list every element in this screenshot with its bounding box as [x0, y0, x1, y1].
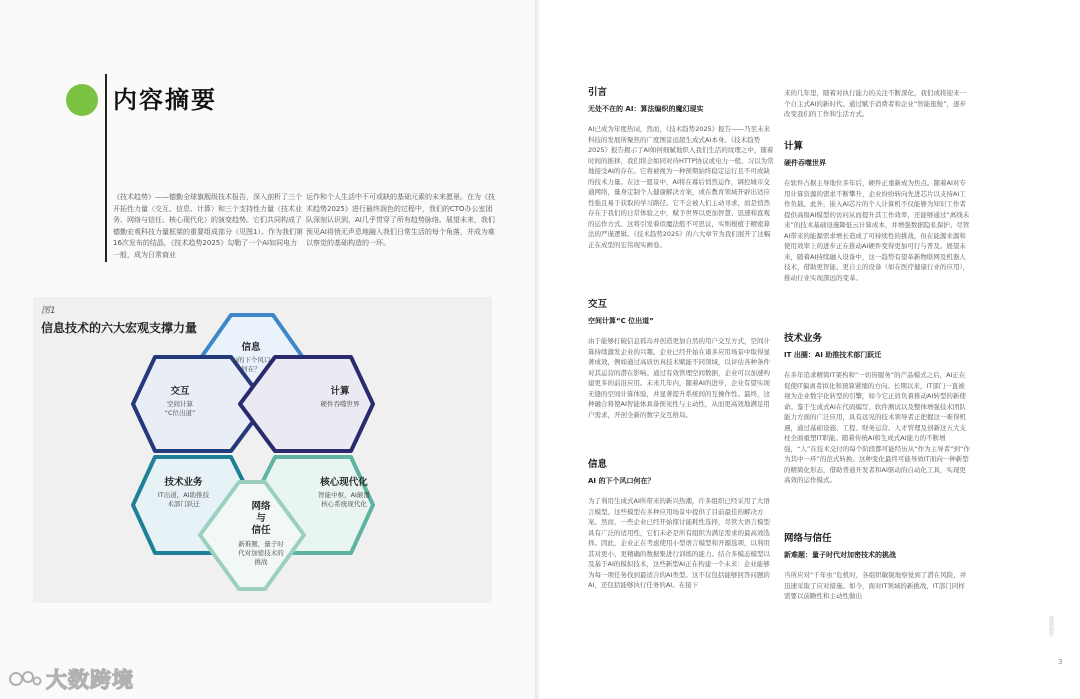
hex-title: 计算 [330, 386, 350, 397]
section-heading: 信息 [588, 459, 608, 470]
section-body: 由于能够打破信息孤岛并创造更加自然的用户交互方式，空间计算持续激发企业的兴趣。企业已经开始在诸多应用场景中取得显著成效，例如通过高质仿真技术赋能不同领域，以评估各种条件对其运营的潜在影响。通过有效管理空间数据，企业可以加速构建更多的前沿应用。未来几年内，随着AI的进步，企业有望实现无缝的空间计算体验，并显著提升系统间的互操作性。最终，这种融合将使AI智能体具备预见性与主动性，从而更高效地满足用户需求，开创全新的数字交互格局。 [588, 337, 770, 419]
section-subheading: 空间计算“C 位出道” [588, 317, 654, 325]
watermark [8, 664, 134, 694]
summary-column-2: 运作和个人生活中不可或缺的基础元素的未来愿景。在为《技术趋势2025》进行最终润色的过程中，我们的CTO办公室团队深刻认识到，AI几乎贯穿了所有趋势脉络。展望未来，我们预见AI将悄无声息地融入我们日常生活的每个角落，并成为难以察觉的基础构造的一环。 [306, 193, 495, 247]
green-circle-icon [66, 84, 98, 116]
hex-title: 交互 [170, 386, 190, 397]
hex-interaction [136, 383, 224, 418]
page-number: 3 [1058, 658, 1063, 666]
section-heading: 技术业务 [784, 333, 823, 344]
hex-desc: 智能中枢，AI颠覆 核心系统现代化 [318, 491, 370, 508]
section-body: 当所应对“千年虫”危机时，各组织敏锐地察觉到了潜在风险，并迅速采取了应对措施。如今，面对IT领域的新挑战，IT部门同样需要以前瞻性和主动性做出 [784, 571, 967, 600]
section-subheading: IT 出圈：AI 助推技术部门跃迁 [784, 351, 882, 359]
hex-desc: 新难题，量子时 代对加密技术的 挑战 [238, 540, 284, 566]
hex-desc: 硬件吞噬世界 [320, 400, 360, 408]
section-body: 在软件占据主导地位多年后，硬件正重新成为焦点。随着AI对专用计算资源的需求不断攀升，企业纷纷转向先进芯片以支持AI工作负载。此外，嵌入AI芯片的个人计算机不仅能够为知识工作者提供高级AI模型的访问从而提升其工作效率，还能够通过“离线未来”的技术基础设施降低云计算成本，并增强数据隐私保护。尽管AI带来的能源需求增长造成了可持续性的挑战，但在能源来源和使用效率上的进步正在推动AI硬件变得更加可行与普及。展望未来，随着AI持续融入设备中，这一趋势有望革新物联网及机器人技术，借助更智能、更自主的设备（如在医疗健康行业的应用），推动行业实现深远的变革。 [784, 179, 970, 282]
section-information [588, 456, 774, 603]
section-subheading: 硬件吞噬世界 [784, 159, 826, 167]
hex-title: 技术业务 [164, 477, 203, 488]
side-note: 德勤洞察 [1048, 616, 1054, 636]
hex-core-modernization [296, 474, 392, 509]
section-tech-business [784, 330, 970, 498]
hex-network-trust [225, 501, 297, 567]
section-subheading: 无处不在的 AI：算法编织的魔幻现实 [588, 105, 704, 113]
summary-column-1: 《技术趋势》——德勤全球旗舰级技术报告，深入剖析了三个开拓性力量（交互、信息、计算）和三个支持性力量（技术业务、网络与信任、核心现代化）的演变趋势。它们共同构成了德勤宏观科技力量框架的重要组成部分（见图1）。作为我们第16次发布的结晶，《技术趋势2025》勾勒了一个AI如同电力一般，成为日常商业 [113, 193, 303, 259]
hex-compute [295, 383, 385, 409]
watermark-text: 大数跨境 [46, 668, 134, 692]
section-compute [784, 138, 970, 295]
hex-information [211, 339, 291, 374]
left-page [0, 0, 535, 699]
section-heading: 交互 [588, 299, 608, 310]
hex-desc: AI的下个风口 何在？ [231, 356, 271, 373]
section-body: 为了利用生成式AI所带来的新兴热潮，许多组织已经采用了大语言模型。这些模型在多种应用场景中提供了目前最佳的解决方案。然而，一些企业已经开始探讨能耗性选择，尽管大语言模型具有广泛的适用性，它们未必是所有组织为满足需求的最高效选择。因此，企业正在考虑使用小型语言模型和开源选项，以利用其对更小、更精确的数据集进行训练的能力。结合多模态模型以及基于AI的模拟技术，这些新型AI正在构建一个未来：企业能够为每一项任务找到最适合的AI类型。这不仅包括能够回答问题的AI，还包括能够执行任务的AI。在接下 [588, 497, 770, 589]
watermark-logo-icon [8, 667, 42, 691]
hex-desc: 空间计算 “C位出道” [164, 400, 196, 417]
section-body: 来的几年里，随着对执行能力的关注不断深化，我们或将迎来一个自主式AI的新时代。通过赋予消费者和企业“智能座舱”，逐步改变我们的工作和生活方式。 [784, 89, 967, 118]
section-subheading: 新难题：量子时代对加密技术的挑战 [784, 551, 896, 559]
hex-title: 核心现代化 [320, 477, 368, 488]
hex-tech-business [136, 474, 231, 509]
hex-desc: IT出道，AI助推技 术部门跃迁 [157, 491, 210, 508]
section-heading: 计算 [784, 141, 804, 152]
hex-title: 网络 与 信任 [251, 501, 271, 536]
hex-title: 信息 [241, 342, 261, 353]
section-network-trust [784, 530, 970, 614]
section-heading: 引言 [588, 87, 608, 98]
section-body: 在多年追求精简IT架构和“一切皆服务”的产品模式之后，AI正在促使IT偏离者拟化和预算紧缩的方向。长期以来，IT部门一直被视为企业数字化转型的引擎，如今它正肩负着推动AI转型的新使命。鉴于生成式AI在代码编写、软件测试以及整体增强技术团队能力方面的广泛应用，具有远见的技术领导者正把握这一难得机遇，通过基础设施、工程、财务运营、人才管理及创新这五大支柱全面重塑IT职能。随着传统AI和生成式AI能力的不断增强，“人”在技术交付的每个阶段都可能经历从“作为主导者”到“作为其中一环”的范式转换。这种变化最终可能导致IT面向一种新型的精简化形态，借助普通开发者和AI驱动的自动化工具，实现更高效的运作模式。 [784, 371, 970, 484]
section-interaction [588, 296, 774, 432]
figure-panel [33, 297, 492, 603]
section-heading: 网络与信任 [784, 533, 832, 544]
section-subheading: AI 的下个风口何在？ [588, 477, 655, 485]
section-intro [588, 84, 774, 262]
figure-tag: 图1 [41, 306, 56, 316]
page-title: 内容摘要 [113, 86, 217, 114]
title-divider [105, 74, 107, 262]
figure-title: 信息技术的六大宏观支撑力量 [41, 321, 198, 335]
section-body: AI已成为年度热词，然而，《技术趋势2025》报告——乃至未来科技的发展所聚焦的广度图景远超生成式AI本身。《技术趋势2025》报告揭示了AI如何细腻地织入我们生活的纹理之中，随着时间的推移，我们将会如同对待HTTP协议或电力一般，习以为常地接受AI的存在。它将被视为一种预期始终稳定运行且不可或缺的技术力量。在这一愿景中，AI将在幕后悄然运作，调控城市交通网络，量身定制个人健康解决方案，或在教育领域开辟出适应性强且易于获取的学习路径。它不会被人们主动寻求，而是悄然存在于我们的日常体验之中，赋予世界以更加智慧、迅速和直观的运作方式。这将引发着似魔法般不可思议，实则根植于精密算法的严谨逻辑。《技术趋势2025》的六大章节为我们展开了这幅正在成型的宏伟现实画卷。 [588, 125, 774, 249]
section-information-cont [784, 88, 970, 132]
